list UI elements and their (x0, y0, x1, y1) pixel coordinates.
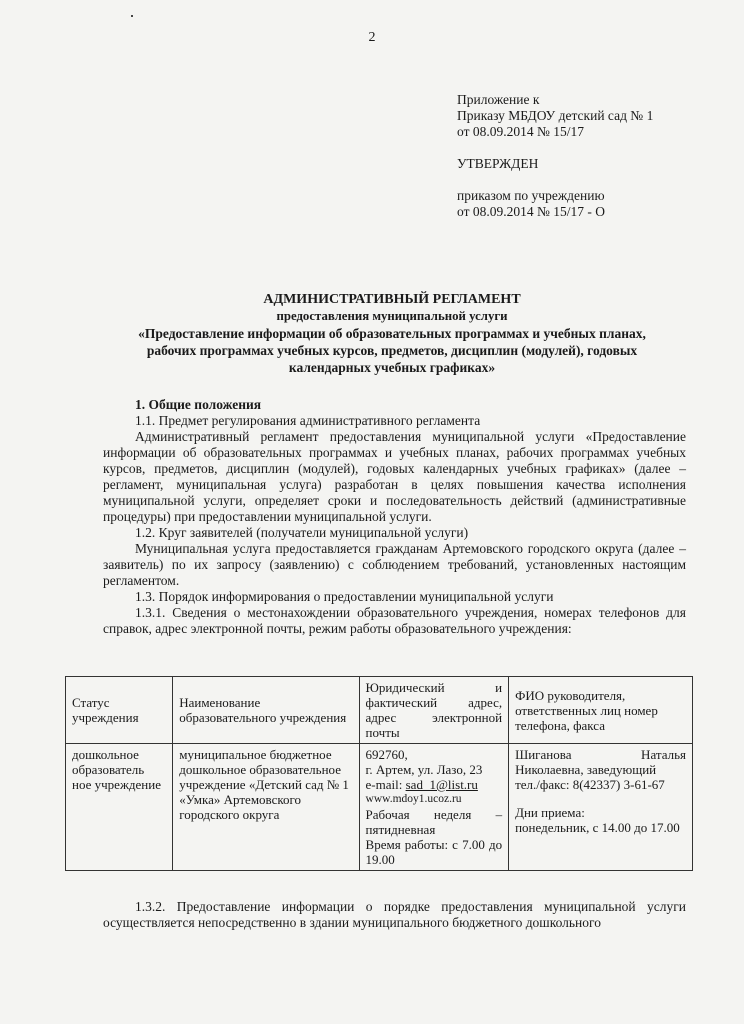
subsection-heading: 1.2. Круг заявителей (получатели муниципальной услуги) (135, 525, 469, 540)
table-header-cell: Юридический и фактический адрес, адрес электронной почты (359, 677, 509, 744)
title-line: рабочих программах учебных курсов, предметов, дисциплин (модулей), годовых (146, 343, 638, 358)
email-label: e-mail: (365, 777, 406, 792)
page-number: 2 (368, 30, 376, 45)
paragraph: 1.3.1. Сведения о местонахождении образовательного учреждения, номерах телефонов для справок, адрес электронной почты, режим работы образовательного учреждения: (103, 605, 686, 636)
subsection-heading: 1.3. Порядок информирования о предоставлении муниципальной услуги (135, 589, 554, 604)
appendix-block (457, 92, 653, 220)
postal-index: 692760, (365, 747, 408, 762)
table-header-row (66, 677, 693, 744)
section-1 (103, 397, 686, 637)
title-sub: предоставления муниципальной услуги (276, 309, 508, 323)
paragraph: 1.3.2. Предоставление информации о порядке предоставления муниципальной услуги осуществляется непосредственно в здании муниципального бюджетного дошкольного (103, 899, 686, 930)
appendix-line: от 08.09.2014 № 15/17 - О (457, 204, 605, 219)
street-address: г. Артем, ул. Лазо, 23 (365, 762, 483, 777)
email-line (366, 777, 503, 792)
email-link[interactable]: sad_1@list.ru (405, 777, 478, 792)
subsection-heading: 1.1. Предмет регулирования административного регламента (135, 413, 481, 428)
section-1-3-2 (103, 899, 686, 931)
section-heading: 1. Общие положения (135, 397, 262, 412)
address-cell (359, 744, 509, 871)
table-row (66, 744, 693, 871)
scan-speck (131, 15, 133, 17)
work-week: Рабочая неделя – пятидневная (365, 807, 503, 837)
document-title (60, 291, 724, 376)
phone: тел./факс: 8(42337) 3-61-67 (515, 777, 665, 792)
reception-label: Дни приема: (515, 805, 585, 820)
appendix-line: приказом по учреждению (457, 188, 605, 203)
reception-time: понедельник, с 14.00 до 17.00 (515, 820, 680, 835)
work-hours: Время работы: с 7.00 до 19.00 (365, 837, 503, 867)
title-line: «Предоставление информации об образовательных программах и учебных планах, (138, 326, 646, 341)
contact-cell (509, 744, 693, 871)
info-table (65, 676, 693, 871)
website-link[interactable]: www.mdoy1.ucoz.ru (365, 793, 462, 805)
paragraph: Административный регламент предоставления муниципальной услуги «Предоставление информации об образовательных программах и учебных планах, рабочих программах учебных курсов, предметов, дисциплин (модулей), годовых календарных учебных графиках» (далее – регламент, муниципальная услуга) разработан в целях повышения качества исполнения муниципальной услуги, определяет сроки и последовательность действий (административные процедуры) при предоставлении муниципальной услуги. (103, 429, 686, 524)
name-cell: муниципальное бюджетное дошкольное образовательное учреждение «Детский сад № 1 «Умка» Артемовского городского округа (173, 744, 359, 871)
status-cell: дошкольное образователь ное учреждение (66, 744, 173, 871)
appendix-line: Приложение к (457, 92, 540, 107)
appendix-line: от 08.09.2014 № 15/17 (457, 124, 584, 139)
head-name: Шиганова Наталья Николаевна, заведующий (515, 747, 686, 777)
title-main: АДМИНИСТРАТИВНЫЙ РЕГЛАМЕНТ (263, 292, 521, 307)
appendix-line: Приказу МБДОУ детский сад № 1 (457, 108, 654, 123)
table-header-cell: Наименование образовательного учреждения (173, 677, 359, 744)
title-line: календарных учебных графиках» (288, 360, 496, 375)
table-header-cell: Статус учреждения (66, 677, 173, 744)
table-header-cell: ФИО руководителя, ответственных лиц номер телефона, факса (509, 677, 693, 744)
approved-label: УТВЕРЖДЕН (457, 156, 539, 171)
paragraph: Муниципальная услуга предоставляется гражданам Артемовского городского округа (далее – заявитель) по их запросу (заявлению) с соблюдением требований, установленных настоящим регламентом. (103, 541, 686, 588)
